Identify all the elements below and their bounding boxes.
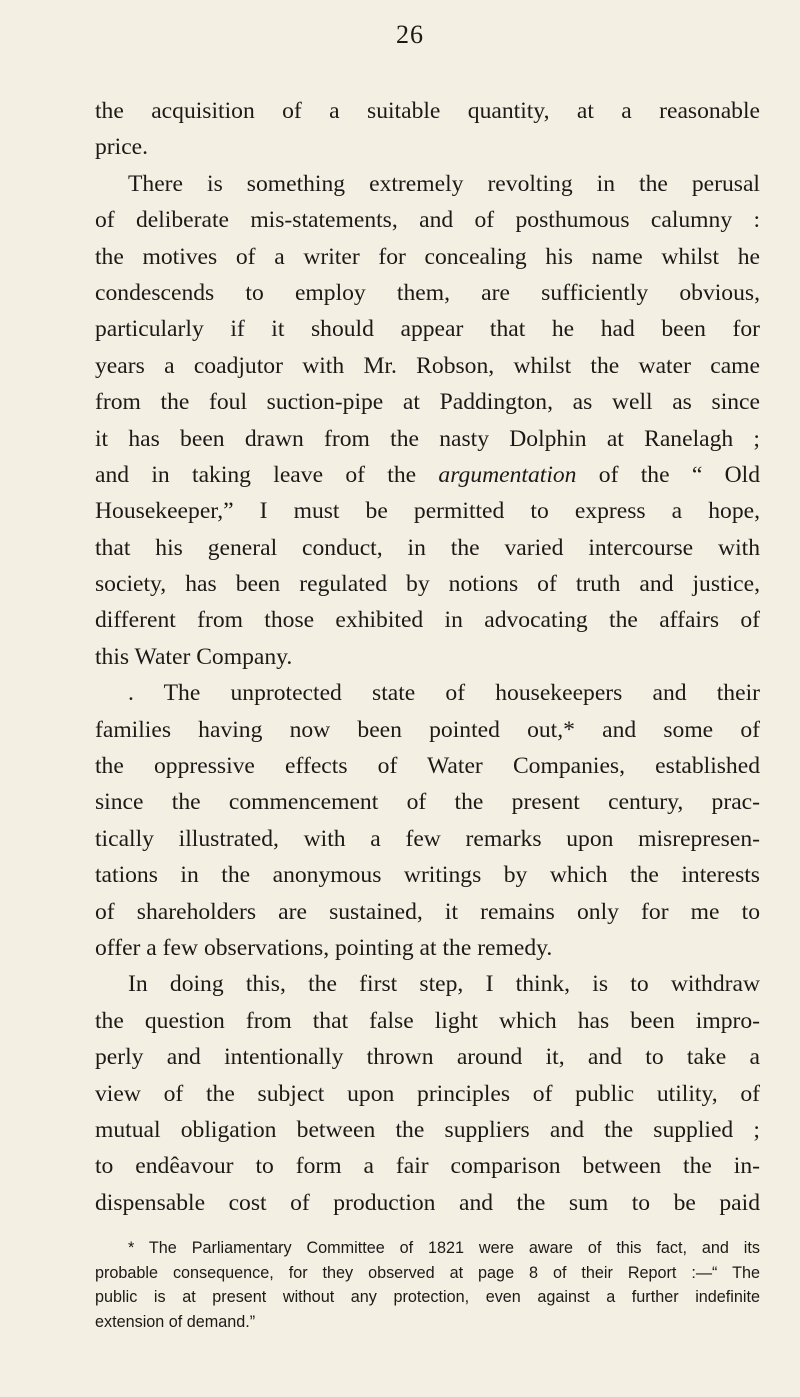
body-text (95, 93, 760, 1221)
text-line: the question from that false light which has been impro- (95, 1007, 760, 1034)
text-line: the oppressive effects of Water Companies, established (95, 753, 760, 780)
text-line: families having now been pointed out,* and some of (95, 716, 760, 743)
text-line: tations in the anonymous writings by which the interests (95, 862, 760, 889)
text-line: from the foul suction-pipe at Paddington, as well as since (95, 389, 760, 416)
text-segment: of the “ Old (576, 461, 761, 488)
text-line: . The unprotected state of housekeepers and their (128, 680, 760, 707)
text-segment: and in taking leave of the (95, 461, 439, 488)
footnote (95, 1236, 760, 1334)
text-line: it has been drawn from the nasty Dolphin at Ranelagh ; (95, 425, 760, 452)
text-line: In doing this, the first step, I think, is to withdraw (128, 971, 760, 998)
text-line: since the commencement of the present century, prac- (95, 789, 760, 816)
text-line: society, has been regulated by notions of truth and justice, (95, 571, 760, 598)
text-line: Housekeeper,” I must be permitted to express a hope, (95, 498, 760, 525)
text-line: different from those exhibited in advocating the affairs of (95, 607, 760, 634)
text-line: particularly if it should appear that he had been for (95, 316, 760, 343)
text-line: There is something extremely revolting in the perusal (128, 170, 760, 197)
text-line (95, 457, 760, 493)
text-line: years a coadjutor with Mr. Robson, whilst the water came (95, 352, 760, 379)
text-line: to endêavour to form a fair comparison between the in- (95, 1153, 760, 1180)
italic-word: argumentation (438, 461, 577, 488)
footnote-line: public is at present without any protection, even against a further indefinite (95, 1288, 760, 1307)
text-line: the motives of a writer for concealing his name whilst he (95, 243, 760, 270)
text-line: condescends to employ them, are sufficiently obvious, (95, 279, 760, 306)
text-line: of shareholders are sustained, it remains only for me to (95, 898, 760, 925)
text-line: dispensable cost of production and the sum to be paid (95, 1189, 760, 1216)
text-line: mutual obligation between the suppliers and the supplied ; (95, 1116, 760, 1143)
text-line: this Water Company. (95, 643, 293, 670)
footnote-line: extension of demand.” (95, 1312, 256, 1331)
text-line: price. (95, 134, 149, 161)
text-line: of deliberate mis-statements, and of posthumous calumny : (95, 207, 760, 234)
text-line: the acquisition of a suitable quantity, at a reasonable (95, 98, 760, 124)
footnote-line: * The Parliamentary Committee of 1821 were aware of this fact, and its (128, 1239, 760, 1257)
text-line: view of the subject upon principles of public utility, of (95, 1080, 760, 1107)
text-line: tically illustrated, with a few remarks upon misrepresen- (95, 825, 760, 852)
footnote-line: probable consequence, for they observed at page 8 of their Report :—“ The (95, 1263, 760, 1282)
page-number: 26 (396, 20, 424, 49)
text-line: offer a few observations, pointing at the remedy. (95, 934, 553, 961)
text-line: perly and intentionally thrown around it, and to take a (95, 1044, 760, 1071)
text-line: that his general conduct, in the varied intercourse with (95, 534, 760, 561)
